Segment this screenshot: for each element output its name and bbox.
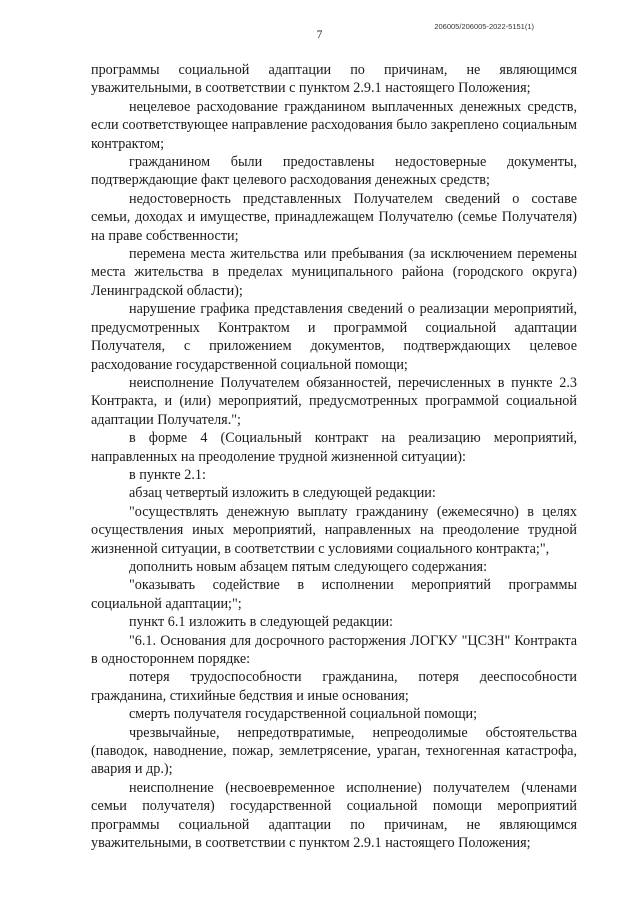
paragraph: неисполнение (несвоевременное исполнение) получателем (членами семьи получателя) государственной социальной помощи мероприятий программы социальной адаптации по причинам, не являющимся уважительными, в соответствии с пунктом 2.9.1 настоящего Положения; bbox=[91, 779, 577, 852]
paragraph: чрезвычайные, непредотвратимые, непреодолимые обстоятельства (паводок, наводнение, пожар, землетрясение, ураган, техногенная катастрофа, авария и др.); bbox=[91, 724, 577, 778]
paragraph: неисполнение Получателем обязанностей, перечисленных в пункте 2.3 Контракта, и (или) мероприятий, предусмотренных программой социальной адаптации Получателя."; bbox=[91, 374, 577, 428]
paragraph: "6.1. Основания для досрочного расторжения ЛОГКУ "ЦСЗН" Контракта в одностороннем порядке: bbox=[91, 632, 577, 667]
paragraph: пункт 6.1 изложить в следующей редакции: bbox=[129, 614, 393, 631]
paragraph: в форме 4 (Социальный контракт на реализацию мероприятий, направленных на преодоление трудной жизненной ситуации): bbox=[91, 430, 577, 465]
document-id: 206005/206005-2022-5151(1) bbox=[434, 22, 534, 31]
paragraph: недостоверность представленных Получателем сведений о составе семьи, доходах и имуществе, принадлежащем Получателю (семье Получателя) на праве собственности; bbox=[91, 190, 577, 244]
paragraph: "осуществлять денежную выплату гражданину (ежемесячно) в целях осуществления иных мероприятий, направленных на преодоление трудной жизненной ситуации, в соответствии с условиями социального контракта;", bbox=[91, 503, 577, 557]
paragraph: в пункте 2.1: bbox=[129, 466, 206, 483]
paragraph: смерть получателя государственной социальной помощи; bbox=[129, 706, 478, 723]
paragraph: перемена места жительства или пребывания (за исключением перемены места жительства в пределах муниципального района (городского округа) Ленинградской области); bbox=[91, 246, 577, 299]
document-body bbox=[91, 61, 577, 852]
page-number: 7 bbox=[316, 29, 323, 41]
paragraph: программы социальной адаптации по причинам, не являющимся уважительными, в соответствии с пунктом 2.9.1 настоящего Положения; bbox=[91, 62, 577, 97]
paragraph: "оказывать содействие в исполнении мероприятий программы социальной адаптации;"; bbox=[91, 577, 577, 612]
paragraph: гражданином были предоставлены недостоверные документы, подтверждающие факт целевого расходования денежных средств; bbox=[91, 154, 577, 189]
paragraph: нарушение графика представления сведений о реализации мероприятий, предусмотренных Контрактом и программой социальной адаптации Получателя, с приложением документов, подтверждающих целевое расходование государственной социальной помощи; bbox=[91, 301, 577, 373]
paragraph: дополнить новым абзацем пятым следующего содержания: bbox=[129, 558, 488, 575]
paragraph: абзац четвертый изложить в следующей редакции: bbox=[129, 485, 436, 502]
paragraph: нецелевое расходование гражданином выплаченных денежных средств, если соответствующее направление расходования было закреплено социальным контрактом; bbox=[91, 98, 577, 152]
paragraph: потеря трудоспособности гражданина, потеря дееспособности гражданина, стихийные бедствия и иные основания; bbox=[91, 669, 577, 704]
